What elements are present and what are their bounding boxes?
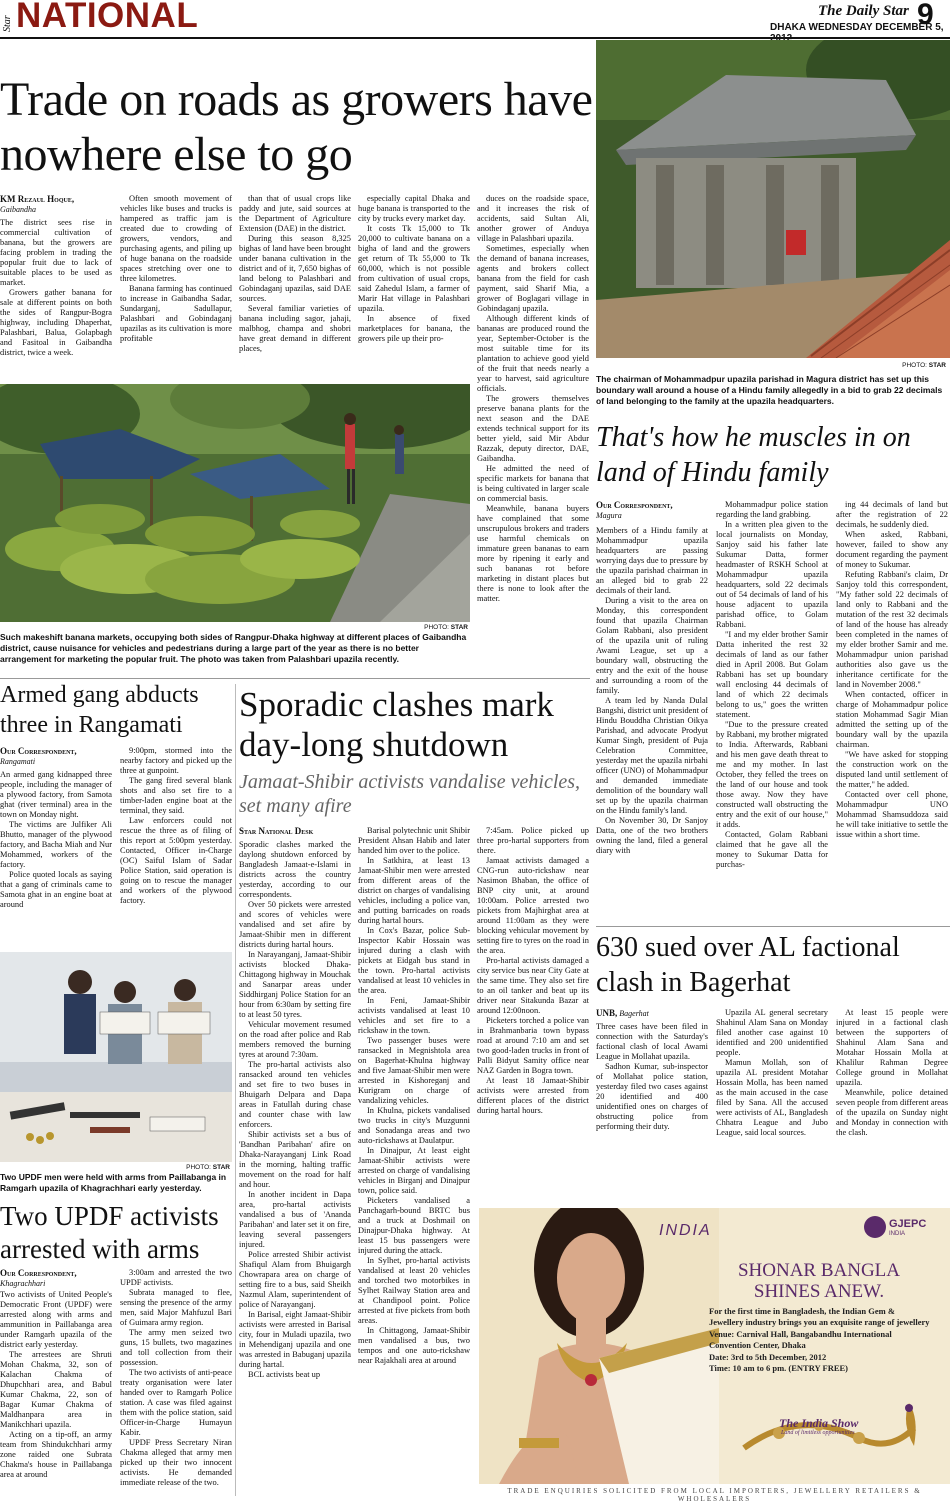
body-paragraph: Two passenger buses were ransacked in Megnishtola area on Bagerhat-Khulna highway and five Jamaat-Shibir men were arrested in Kishoreganj and Kurigram on charge of vandalizing vehicles. bbox=[358, 1036, 470, 1105]
body-paragraph: During a visit to the area on Monday, this correspondent found that upazila Chairman Golam Rabbani, also president of the upazila unit of ruling Awami League, set up a boundary wall, obstructing the entry and the exit of the house and surrounding a room of the family. bbox=[596, 596, 708, 695]
body-paragraph: In Satkhira, at least 13 Jamaat-Shibir men were arrested from different areas of the district on charges of vandalising vehicles, including a police van, and putting barricades on roads during hartal hours. bbox=[358, 856, 470, 925]
body-paragraph: 3:00am and arrested the two UPDF activists. bbox=[120, 1268, 232, 1287]
body-paragraph: In another incident in Dapa area, pro-hartal activists vandalised a bus of 'Ananda Paribahan' and later set it on fire, leaving several passengers injured. bbox=[239, 1190, 351, 1249]
banana-column-2 bbox=[120, 194, 232, 378]
body-paragraph: Banana farming has continued to increase in Gaibandha Sadar, Sundarganj, Sadullapur, Palashbari and Gobindaganj upazilas as its cultivation is more profitable bbox=[120, 284, 232, 343]
updf-arrestees-photo bbox=[0, 952, 232, 1162]
model-illustration bbox=[479, 1208, 719, 1484]
banana-column-4 bbox=[358, 194, 470, 378]
body-paragraph: The two activists of anti-peace treaty organisation were later handed over to Ramgarh Police station. A case was filed against them with the police station, said Officer-in-Charge Humayun Kabir. bbox=[120, 1368, 232, 1437]
hartal-deck: Jamaat-Shibir activists vandalise vehicles, set many afire bbox=[239, 771, 581, 817]
body-paragraph: Contacted over cell phone, Mohammadpur UNO Mohammad Shamsuddoza said he will take initiative to settle the issue within a short time. bbox=[836, 790, 948, 839]
body-paragraph: In Khulna, pickets vandalised two trucks in city's Muzgunni and Sonadanga areas and two auto-rickshaws at Daulatpur. bbox=[358, 1106, 470, 1145]
masthead-rule bbox=[0, 37, 950, 39]
body-paragraph: "Due to the pressure created by Rabbani, my brother migrated to India. Afterwards, Rabbani and his men gave death threat to me and my mother. In last October, they felled the trees on the land of our house and took those away. Now they have constructed wall obstructing the entry and the exit of our house," it adds. bbox=[716, 720, 828, 829]
body-paragraph: The victims are Julfiker Ali Bhutto, manager of the plywood factory, and Bacha Miah and Nur Mohammed, workers of the factory. bbox=[0, 820, 112, 869]
advert-trade-strip: TRADE ENQUIRIES SOLICITED FROM LOCAL IMPORTERS, JEWELLERY RETAILERS & WHOLESALERS bbox=[507, 1487, 922, 1503]
body-paragraph: It costs Tk 15,000 to Tk 20,000 to cultivate banana on a bigha of land and the growers get return of Tk 55,000 to Tk 60,000, which is not possible from cultivation of usual crops, said Zahedul Islam, a farmer of Marir Hat village in Palashbari upazila. bbox=[358, 224, 470, 313]
body-paragraph: Contacted, Golam Rabbani claimed that he gave all the money to Sukumar Datta for purchas- bbox=[716, 830, 828, 869]
byline-place: Bagerhat bbox=[619, 1009, 649, 1018]
body-paragraph: Shibir activists set a bus of 'Bandhan Paribahan' afire on Dhaka-Narayanganj Link Road in the morning, halting traffic movement on the road for half and hour. bbox=[239, 1130, 351, 1189]
updf-column-2 bbox=[120, 1268, 232, 1498]
hartal-column-1 bbox=[239, 840, 351, 1500]
body-paragraph: In Cox's Bazar, police Sub-Inspector Kabir Hossain was injured during a clash with pickets at Eidgah bus stand in the town. Pro-hartal activists vandalised at least 10 vehicles in the area. bbox=[358, 926, 470, 995]
section-rule bbox=[0, 678, 590, 679]
body-paragraph: In Dinajpur, At least eight Jamaat-Shibir activists were arrested on charge of vandalising vehicles in Birganj and Dinajpur town, police said. bbox=[358, 1146, 470, 1195]
body-paragraph: Sporadic clashes marked the daylong shutdown enforced by Bangladesh Jamaat-e-Islami in districts across the country yesterday, according to our correspondents. bbox=[239, 840, 351, 899]
byline-name: KM Rezaul Hoque, bbox=[0, 194, 75, 204]
updf-column-1 bbox=[0, 1290, 112, 1498]
byline-place: Gaibandha bbox=[0, 205, 36, 214]
rangamati-byline bbox=[0, 746, 112, 767]
body-paragraph: He admitted the need of specific markets for banana that is being cultivated in larger scale on commercial basis. bbox=[477, 464, 589, 503]
rangamati-column-1 bbox=[0, 770, 112, 950]
body-paragraph: Refuting Rabbani's claim, Dr Sanjoy told this correspondent, "My father sold 22 decimals of land only to Rabbani and the mutation of the rest 32 decimals of land of the house has already been completed in the names of my elder brother Samir and me. Mohammadpur union parishad authorities also gave us the inheritance certificate for the land in November 2008." bbox=[836, 570, 948, 689]
bagerhat-column-3 bbox=[836, 1008, 948, 1192]
body-paragraph: Law enforcers could not rescue the three as of filing of this report at 5:00pm yesterday. Contacted, Officer in-Charge (OC) Saiful Islam of Sadar Police Station, said operation is going on to rescue the manager and workers of the plywood factory. bbox=[120, 816, 232, 905]
body-paragraph: 7:45am. Police picked up three pro-hartal supporters from there. bbox=[477, 826, 589, 855]
body-paragraph: On November 30, Dr Sanjoy Datta, one of the two brothers owning the land, filed a general diary with bbox=[596, 816, 708, 855]
body-paragraph: 9:00pm, stormed into the nearby factory and picked up the three at gunpoint. bbox=[120, 746, 232, 775]
banana-column-5 bbox=[477, 194, 589, 672]
body-paragraph: When contacted, officer in charge of Mohammadpur police station Mohammad Sagir Mian admitted the setting up of the boundary wall by the upazila chairman. bbox=[836, 690, 948, 749]
gjepc-logo-icon bbox=[864, 1216, 886, 1238]
body-paragraph: UPDF Press Secretary Niran Chakma alleged that army men picked up their two innocent activists. He demanded immediate release of the two. bbox=[120, 1438, 232, 1487]
body-paragraph: especially capital Dhaka and huge banana is transported to the city by trucks every market day. bbox=[358, 194, 470, 223]
body-paragraph: Often smooth movement of vehicles like buses and trucks is hampered as traffic jam is created due to crowding of growers, vendors, and purchasing agents, and piling up of huge banana on the roadside spaces stretching over one to three kilometres. bbox=[120, 194, 232, 283]
body-paragraph: The gang fired several blank shots and also set fire to a timber-laden engine boat at the terminal, they said. bbox=[120, 776, 232, 815]
body-paragraph: Meanwhile, police detained seven people from different areas of the upazila on Sunday night and Monday in connection with the clash. bbox=[836, 1088, 948, 1137]
hindu-headline: That's how he muscles in on land of Hindu family bbox=[596, 422, 911, 488]
body-paragraph: A team led by Nanda Dulal Bangshi, district unit president of Hindu Bouddha Christian Oikya Parishad, and advocate Prodyut Kumar Singh, president of Puja Celebration Committee, yesterday met the upazila nirbahi officer (UNO) of Mohammadpur and demanded immediate demolition of the boundary wall set up by the upazila chairman on the Hindu family's land. bbox=[596, 696, 708, 815]
body-paragraph: ing 44 decimals of land but after the registration of 22 decimals, he suddenly died. bbox=[836, 500, 948, 529]
body-paragraph: Picketers vandalised a Panchagarh-bound BRTC bus and a truck at Doshmail on Dinajpur-Dhaka highway. At least 15 bus passengers were injured during the attack. bbox=[358, 1196, 470, 1255]
body-paragraph: Sadhon Kumar, sub-inspector of Mollahat police station, yesterday filed two cases against 20 identified and 400 unidentified ones on charges of obstructing police from performing their duty. bbox=[596, 1062, 708, 1131]
body-paragraph: Three cases have been filed in connection with the Saturday's factional clash of local Awami League in Mollahat upazila. bbox=[596, 1022, 708, 1061]
section-tag-small: Star bbox=[2, 15, 13, 32]
bagerhat-byline bbox=[596, 1008, 708, 1019]
body-paragraph: Two activists of United People's Democratic Front (UPDF) were arrested along with arms and ammunition in Paillabanga area under Ramgarh upazila of the district early yesterday. bbox=[0, 1290, 112, 1349]
body-paragraph: Acting on a tip-off, an army team from Shindukchhari army zone raided one Subrata Chakma's house in Paillabanga area at around bbox=[0, 1430, 112, 1479]
banana-photo-credit: PHOTO: STAR bbox=[424, 624, 468, 631]
body-paragraph: The arrestees are Shruti Mohan Chakma, 32, son of Kalachan Chakma of Dhupchhari area, and Babul Kumar Chakma, 22, son of Bagar Kumar Chakma of Maldhanpara area in Manikchhari upazila. bbox=[0, 1350, 112, 1429]
body-paragraph: than that of usual crops like paddy and jute, said sources at the Department of Agriculture Extension (DAE) in the district. bbox=[239, 194, 351, 233]
india-show-name: The India Show bbox=[779, 1416, 859, 1430]
body-paragraph: Police quoted locals as saying that a gang of criminals came to Samota ghat in an engine boat at around bbox=[0, 870, 112, 909]
updf-photo-credit: PHOTO: STAR bbox=[186, 1164, 230, 1171]
body-paragraph: Jamaat activists damaged a CNG-run auto-rickshaw near Nasimon Bhaban, the office of BNP city unit, at around 10:00am. Police arrested two pickets from Majhirghat area at around 11:00am as they were blocking vehicular movement by setting fire to tyres on the road in the area. bbox=[477, 856, 589, 955]
banana-market-photo bbox=[0, 384, 470, 622]
byline-place: Magura bbox=[596, 511, 622, 520]
body-paragraph: In Sylhet, pro-hartal activists vandalised at least 20 vehicles and torched two motorbikes in Sylhet Railway Station area and at Chandipool point. Police arrested at five pickets from both areas. bbox=[358, 1256, 470, 1325]
banana-photo-caption: Such makeshift banana markets, occupying both sides of Rangpur-Dhaka highway at different places of Gaibandha district, cause nuisance for vehicles and pedestrians during a large part of the year as there is no better arrangement for marketing the popular fruit. The photo was taken from Palashbari upazila recently. bbox=[0, 632, 467, 664]
advert-headline-1: SHONAR BANGLA bbox=[737, 1260, 901, 1281]
hindu-column-2 bbox=[716, 500, 828, 924]
advert-venue: Venue: Carnival Hall, Bangabandhu International Convention Center, Dhaka bbox=[709, 1329, 892, 1350]
body-paragraph: During this season 8,325 bighas of land have been brought under banana cultivation in the district and of it, 7,650 bighas of land belong to Palashbari and Gobindaganj upazilas, said DAE sources. bbox=[239, 234, 351, 303]
hindu-column-1 bbox=[596, 526, 708, 924]
body-paragraph: Police arrested Shibir activist Shafiqul Alam from Bhuigargh Chowrapara area on charge of setting fire to a bus, said Sheikh Nazmul Alam, superintendent of police of Narayanganj. bbox=[239, 1250, 351, 1309]
section-rule bbox=[596, 926, 950, 927]
byline-name: Our Correspondent, bbox=[0, 1268, 77, 1278]
body-paragraph: "I and my elder brother Samir Datta inherited the rest 32 decimals of land as our father died in April 2008. But Golam Rabbani has set up boundary wall enclosing 44 decimals of land of which 22 decimals belong to us," goes the written statement. bbox=[716, 630, 828, 719]
rangamati-column-2 bbox=[120, 746, 232, 950]
body-paragraph: At least 15 people were injured in a factional clash between the supporters of Shahinul Alam Sana and Motahar Hossain Molla at Khalilur Rahman Degree College ground in Mollahat upazila. bbox=[836, 1008, 948, 1087]
updf-byline bbox=[0, 1268, 112, 1289]
advert-headline-2: SHINES ANEW. bbox=[753, 1281, 885, 1302]
bagerhat-column-2 bbox=[716, 1008, 828, 1192]
advert-time: Time: 10 am to 6 pm. (ENTRY FREE) bbox=[709, 1363, 849, 1373]
body-paragraph: In Barisal, eight Jamaat-Shibir activists were arrested in Barisal city, four in Muladi upazila, two in Mehendiganj upazila and one was arrested in Babuganj upazila during hartal. bbox=[239, 1310, 351, 1369]
india-show-advert[interactable] bbox=[479, 1208, 950, 1484]
body-paragraph: Growers gather banana for sale at different points on both the sides of Rangpur-Bogra highway, including Dhaperhat, Palashbari, Balua, Golapbagh and Fasitoal in Gaibandha district, twice a week. bbox=[0, 288, 112, 357]
column-divider bbox=[235, 684, 236, 1496]
banana-byline bbox=[0, 194, 112, 215]
body-paragraph: Members of a Hindu family at Mohammadpur upazila headquarters are passing worrying days due to pressure by the upazila parishad chairman in an alleged bid to grab 22 decimals of their land. bbox=[596, 526, 708, 595]
body-paragraph: An armed gang kidnapped three people, including the manager of a plywood factory, from Samota ghat (river terminal) area in the town on Monday night. bbox=[0, 770, 112, 819]
peacock-icon bbox=[899, 1398, 929, 1448]
hartal-headline: Sporadic clashes mark day-long shutdown bbox=[239, 685, 554, 764]
hartal-column-2 bbox=[358, 826, 470, 1500]
body-paragraph: "We have asked for stopping the construction work on the disputed land until settlement of the matter," he added. bbox=[836, 750, 948, 789]
hindu-byline bbox=[596, 500, 708, 521]
byline-name: Our Correspondent, bbox=[596, 500, 673, 510]
body-paragraph: Subrata managed to flee, sensing the presence of the army men, said Major Mahfuzul Bari of Guimara army region. bbox=[120, 1288, 232, 1327]
byline-name: Our Correspondent, bbox=[0, 746, 77, 756]
body-paragraph: Over 50 pickets were arrested and scores of vehicles were vandalised and set afire by Jamaat-Shibir men in different districts during hartal hours. bbox=[239, 900, 351, 949]
advert-body: For the first time in Bangladesh, the Indian Gem & Jewellery industry brings you an exquisite range of jewellery bbox=[709, 1306, 930, 1327]
hindu-column-3 bbox=[836, 500, 948, 924]
byline-name: Star National Desk bbox=[239, 826, 314, 836]
body-paragraph: BCL activists beat up bbox=[248, 1370, 321, 1379]
body-paragraph: In absence of fixed marketplaces for banana, the growers pile up their pro- bbox=[358, 314, 470, 343]
body-paragraph: When asked, Rabbani, however, failed to show any document regarding the payment of money to Sukumar. bbox=[836, 530, 948, 569]
body-paragraph: At least 18 Jamaat-Shibir activists were arrested from different places of the district during hartal hours. bbox=[477, 1076, 589, 1115]
body-paragraph: Mohammadpur police station regarding the land grabbing. bbox=[716, 500, 828, 519]
page-number: 9 bbox=[917, 0, 934, 31]
body-paragraph: Picketers torched a police van in Brahmanbaria town bypass road at around 7:10 am and set two good-laden trucks in front of Palli Bidyut Samity office near NAZ Garden in Bogra town. bbox=[477, 1016, 589, 1075]
bagerhat-column-1 bbox=[596, 1022, 708, 1192]
wall-photo-credit: PHOTO: STAR bbox=[902, 362, 946, 369]
body-paragraph: Upazila AL general secretary Shahinul Alam Sana on Monday filed another case against 10 identified and 200 unidentified people. bbox=[716, 1008, 828, 1057]
dateline: DHAKA WEDNESDAY DECEMBER 5, bbox=[770, 22, 944, 33]
paper-name: The Daily Star bbox=[818, 3, 909, 19]
updf-photo-caption: Two UPDF men were held with arms from Paillabanga in Ramgarh upazila of Khagrachhari early yesterday. bbox=[0, 1172, 227, 1193]
updf-headline: Two UPDF activists arrested with arms bbox=[0, 1201, 219, 1264]
body-paragraph: Meanwhile, banana buyers have complained that some unscrupulous brokers and traders use harmful chemicals on immature green bananas to earn more by ripening it early and such bananas rot before marketing in distant places but there is none to look after the matter. bbox=[477, 504, 589, 603]
body-paragraph: In Narayanganj, Jamaat-Shibir activists blocked Dhaka-Chittagong highway in Mouchak and Sanarpar areas under Siddhirganj Police Station for an hour from 6:30am by setting fire to at least 50 tyres. bbox=[239, 950, 351, 1019]
body-paragraph: The growers themselves preserve banana plants for the next season and the DAE extends technical support for its better yield, said Mir Abdur Razzak, deputy director, DAE, Gaibandha. bbox=[477, 394, 589, 463]
body-paragraph: In Feni, Jamaat-Shibir activists vandalised at least 10 vehicles and set fire to a rickshaw in the town. bbox=[358, 996, 470, 1035]
body-paragraph: The district sees rise in commercial cultivation of banana, but the growers are facing problem in trading the popular fruit due to lack of suitable places to be used as market. bbox=[0, 218, 112, 287]
banana-headline: Trade on roads as growers have nowhere else to go bbox=[0, 73, 593, 181]
body-paragraph: Vehicular movement resumed on the road after police and Rab members removed the burning tyres at around 7:30am. bbox=[239, 1020, 351, 1059]
hartal-byline bbox=[239, 826, 351, 837]
bagerhat-headline: 630 sued over AL factional clash in Bagerhat bbox=[596, 932, 900, 998]
body-paragraph: Barisal polytechnic unit Shibir President Ahsan Habib and later handed him over to the police. bbox=[358, 826, 470, 855]
boundary-wall-photo bbox=[596, 40, 950, 358]
body-paragraph: The pro-hartal activists also ransacked around ten vehicles and set fire to two buses in Bhuigarh Delpara and Dapa areas in Fatullah during chase and counter chase with law enforcers. bbox=[239, 1060, 351, 1129]
byline-place: Rangamati bbox=[0, 757, 36, 766]
body-paragraph: The army men seized two guns, 15 bullets, two magazines and toll collection from their possession. bbox=[120, 1328, 232, 1367]
body-paragraph: In Chittagong, Jamaat-Shibir men vandalised a bus, two tempos and one auto-rickshaw near Rajakhali area at around bbox=[358, 1326, 470, 1365]
banana-column-1 bbox=[0, 218, 112, 378]
body-paragraph: Pro-hartal activists damaged a city service bus near City Gate at the same time. They also set fire to an oil tanker and beat up its driver near Sitakunda Bazar at around 12:00noon. bbox=[477, 956, 589, 1015]
section-title: NATIONAL bbox=[16, 0, 199, 35]
gjepc-logo: GJEPC bbox=[889, 1218, 927, 1230]
body-paragraph: Several familiar varieties of banana including sagor, jahaji, malbhog, champa and shobri have great demand in different places, bbox=[239, 304, 351, 353]
byline-place: Khagrachhari bbox=[0, 1279, 46, 1288]
body-paragraph: duces on the roadside space, and it increases the risk of accidents, said Sultan Ali, another grower of Anduya village in Palashbari upazila. bbox=[477, 194, 589, 243]
wall-photo-caption: The chairman of Mohammadpur upazila parishad in Magura district has set up this boundary wall around a house of a Hindu family allegedly in a bid to grab 22 decimals of land belonging to the family at the upazila headquarters. bbox=[596, 374, 943, 406]
advert-date: Date: 3rd to 5th December, 2012 bbox=[709, 1352, 827, 1362]
body-paragraph: In a written plea given to the local journalists on Monday, Sanjoy said his father late Sukumar Datta, former headmaster of RSKH School at Mohammadpur upazila headquarters, sold 22 decimals out of 54 decimals of land of his house adjacent to upazila parishad office, to Golam Rabbani. bbox=[716, 520, 828, 629]
byline-name: UNB, bbox=[596, 1008, 618, 1018]
india-show-tagline: Land of limitless opportunities bbox=[781, 1430, 855, 1436]
india-logo: INDIA bbox=[659, 1222, 712, 1239]
body-paragraph: Mamun Mollah, son of upazila AL president Motahar Hossain Molla, has been named as the main accused in the case filed by Sana. All the accused were activists of AL, Bangladesh Chhatra League and Jubo League, said local sources. bbox=[716, 1058, 828, 1137]
body-paragraph: Sometimes, especially when the demand of banana increases, agents and brokers collect banana from the field for cash payment, said Sharif Mia, a grower of Boglagari village in Gobindaganj upazila. bbox=[477, 244, 589, 313]
body-paragraph: Although different kinds of bananas are produced round the year, September-October is the most suitable time for its plantation to achieve good yield of the fruit that needs nearly a year to harvest, said agriculture officials. bbox=[477, 314, 589, 393]
hartal-column-3 bbox=[477, 826, 589, 1196]
banana-column-3 bbox=[239, 194, 351, 378]
gjepc-logo-sub: INDIA bbox=[889, 1231, 906, 1237]
rangamati-headline: Armed gang abducts three in Rangamati bbox=[0, 682, 199, 738]
